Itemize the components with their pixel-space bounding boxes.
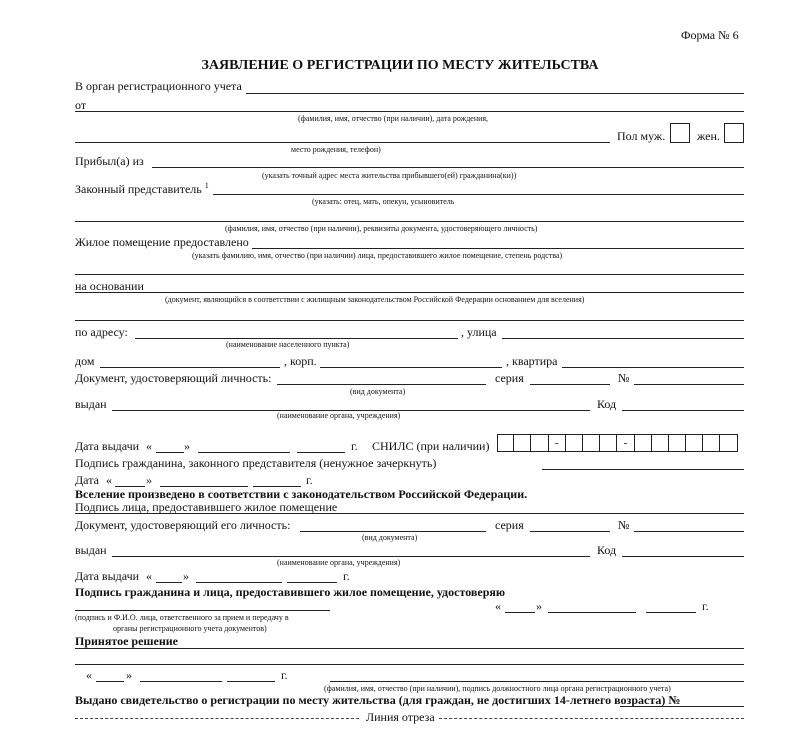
snils-cell[interactable] [720,434,737,452]
provider-issue-day-input[interactable] [156,582,182,583]
cut-line-right [439,718,744,719]
street-input[interactable] [502,338,744,339]
cut-line-label: Линия отреза [366,710,435,724]
issuer-hint: (наименование органа, учреждения) [277,411,401,420]
snils-cell[interactable] [686,434,703,452]
decision-label: Принятое решение [75,634,179,648]
quote-open: « [495,599,501,613]
decision-month-input[interactable] [140,681,222,682]
code-label: Код [597,397,617,411]
legal-rep-hint: (указать: отец, мать, опекун, усыновитель [312,197,455,206]
provider-signature-label: Подпись лица, предоставившего жилое помещение [75,500,338,514]
quote-open: « [86,668,92,682]
snils-cell[interactable] [531,434,548,452]
snils-cells[interactable] [497,434,738,452]
certificate-issued-label: Выдано свидетельство о регистрации по месту жительства (для граждан, не достигших 14-летнего возраста) № [75,693,681,707]
snils-cell[interactable] [497,434,514,452]
address-label: по адресу: [75,325,128,339]
quote-close: » [183,569,189,583]
provider-id-doc-label: Документ, удостоверяющий его личность: [75,518,291,532]
provider-id-doc-input[interactable] [300,531,486,532]
quote-close: » [146,473,152,487]
arrived-from-input[interactable] [152,167,744,168]
registration-organ-input[interactable] [246,93,744,94]
housing-provided-input[interactable] [252,248,744,249]
arrived-hint: (указать точный адрес места жительства прибывшего(ей) гражданина(ки)) [262,171,517,180]
building-label: , корп. [284,354,317,368]
quote-open: « [146,569,152,583]
move-in-notice: Вселение произведено в соответствии с законодательством Российской Федерации. [75,487,528,501]
issued-label: выдан [75,397,107,411]
quote-close: » [126,668,132,682]
responsible-hint2: органы регистрационного учета документов) [113,624,267,633]
number-label: № [618,371,630,385]
certify-month-input[interactable] [548,612,636,613]
legal-rep-input[interactable] [213,194,744,195]
official-hint: (фамилия, имя, отчество (при наличии), подпись должностного лица органа регистрационного учета) [324,684,671,693]
citizen-signature-label: Подпись гражданина, законного представителя (ненужное зачеркнуть) [75,456,437,470]
issue-year-input[interactable] [297,452,345,453]
decision-input[interactable] [75,648,744,649]
year-label: г. [702,599,709,613]
quote-close: » [184,439,190,453]
snils-cell[interactable] [703,434,720,452]
legal-rep-input-line2[interactable] [75,221,744,222]
snils-separator: - [617,434,634,452]
snils-cell[interactable] [514,434,531,452]
snils-separator: - [549,434,566,452]
number-label: № [618,518,630,532]
id-doc-label: Документ, удостоверяющий личность: [75,371,272,385]
code-label: Код [597,543,617,557]
house-input[interactable] [100,367,280,368]
year-label: г. [351,439,358,453]
decision-day-input[interactable] [96,681,124,682]
from-input[interactable] [75,111,744,112]
citizen-signature-input[interactable] [542,469,744,470]
snils-cell[interactable] [566,434,583,452]
decision-input-line2[interactable] [75,664,744,665]
legal-rep-hint2: (фамилия, имя, отчество (при наличии), реквизиты документа, удостоверяющего личность) [225,224,538,233]
provider-issue-year-input[interactable] [287,582,337,583]
quote-open: « [106,473,112,487]
provider-series-input[interactable] [530,531,610,532]
snils-cell[interactable] [600,434,617,452]
series-label: серия [495,518,524,532]
responsible-signature-input[interactable] [75,610,330,611]
from-hint: (фамилия, имя, отчество (при наличии), дата рождения, [298,114,489,123]
provider-issue-month-input[interactable] [196,582,282,583]
doc-number-input[interactable] [634,384,744,385]
housing-provided-label: Жилое помещение предоставлено [75,235,249,249]
basis-input-line2[interactable] [75,320,744,321]
from-input-line2[interactable] [75,142,610,143]
certify-signatures-label: Подпись гражданина и лица, предоставившего жилое помещение, удостоверяю [75,585,506,599]
locality-input[interactable] [135,338,458,339]
certificate-number-input[interactable] [620,706,744,707]
building-input[interactable] [320,367,502,368]
issue-date-label: Дата выдачи [75,569,140,583]
street-label: , улица [461,325,497,339]
quote-open: « [146,439,152,453]
housing-hint: (указать фамилию, имя, отчество (при наличии) лица, предоставившего жилое помещение, степень родства) [192,251,563,260]
housing-provided-input-line2[interactable] [75,274,744,275]
basis-input[interactable] [75,292,744,293]
provider-doc-number-input[interactable] [634,531,744,532]
date-label: Дата [75,473,99,487]
form-number: Форма № 6 [681,28,739,42]
responsible-hint: (подпись и Ф.И.О. лица, ответственного за прием и передачу в [75,613,289,622]
decision-year-input[interactable] [227,681,275,682]
male-checkbox[interactable] [670,123,690,143]
registration-organ-label: В орган регистрационного учета [75,79,242,93]
birthplace-hint: место рождения, телефон) [291,145,381,154]
provider-code-input[interactable] [622,556,744,557]
certify-day-input[interactable] [505,612,535,613]
apartment-label: , квартира [506,354,558,368]
issue-date-label: Дата выдачи [75,439,140,453]
series-input[interactable] [530,384,610,385]
cut-line-left [75,718,359,719]
snils-label: СНИЛС (при наличии) [372,439,490,453]
house-label: дом [75,354,95,368]
id-doc-input[interactable] [277,384,486,385]
snils-cell[interactable] [652,434,669,452]
female-checkbox[interactable] [724,123,744,143]
basis-hint: (документ, являющийся в соответствии с жилищным законодательством Российской Федерации основанием для вселения) [165,295,585,304]
doc-type-hint: (вид документа) [362,533,418,542]
page-title: ЗАЯВЛЕНИЕ О РЕГИСТРАЦИИ ПО МЕСТУ ЖИТЕЛЬСТВА [201,58,599,73]
provider-signature-input[interactable] [75,513,744,514]
locality-hint: (наименование населенного пункта) [226,340,350,349]
certify-year-input[interactable] [646,612,696,613]
from-label: от [75,98,87,112]
issuer-hint: (наименование органа, учреждения) [277,558,401,567]
basis-label: на основании [75,279,144,293]
snils-cell[interactable] [583,434,600,452]
official-signature-input[interactable] [330,681,744,682]
legal-rep-label: Законный представитель $^1$ [75,181,209,196]
sex-label: Пол муж. [617,129,666,143]
issued-label: выдан [75,543,107,557]
code-input[interactable] [622,410,744,411]
doc-type-hint: (вид документа) [350,387,406,396]
provider-issued-input[interactable] [112,556,590,557]
series-label: серия [495,371,524,385]
year-label: г. [281,668,288,682]
female-label: жен. [697,129,720,143]
year-label: г. [306,473,313,487]
year-label: г. [343,569,350,583]
apartment-input[interactable] [562,367,744,368]
issue-day-input[interactable] [156,452,184,453]
quote-close: » [536,599,542,613]
issue-month-input[interactable] [198,452,290,453]
snils-cell[interactable] [635,434,652,452]
arrived-from-label: Прибыл(а) из [75,154,144,168]
snils-cell[interactable] [669,434,686,452]
